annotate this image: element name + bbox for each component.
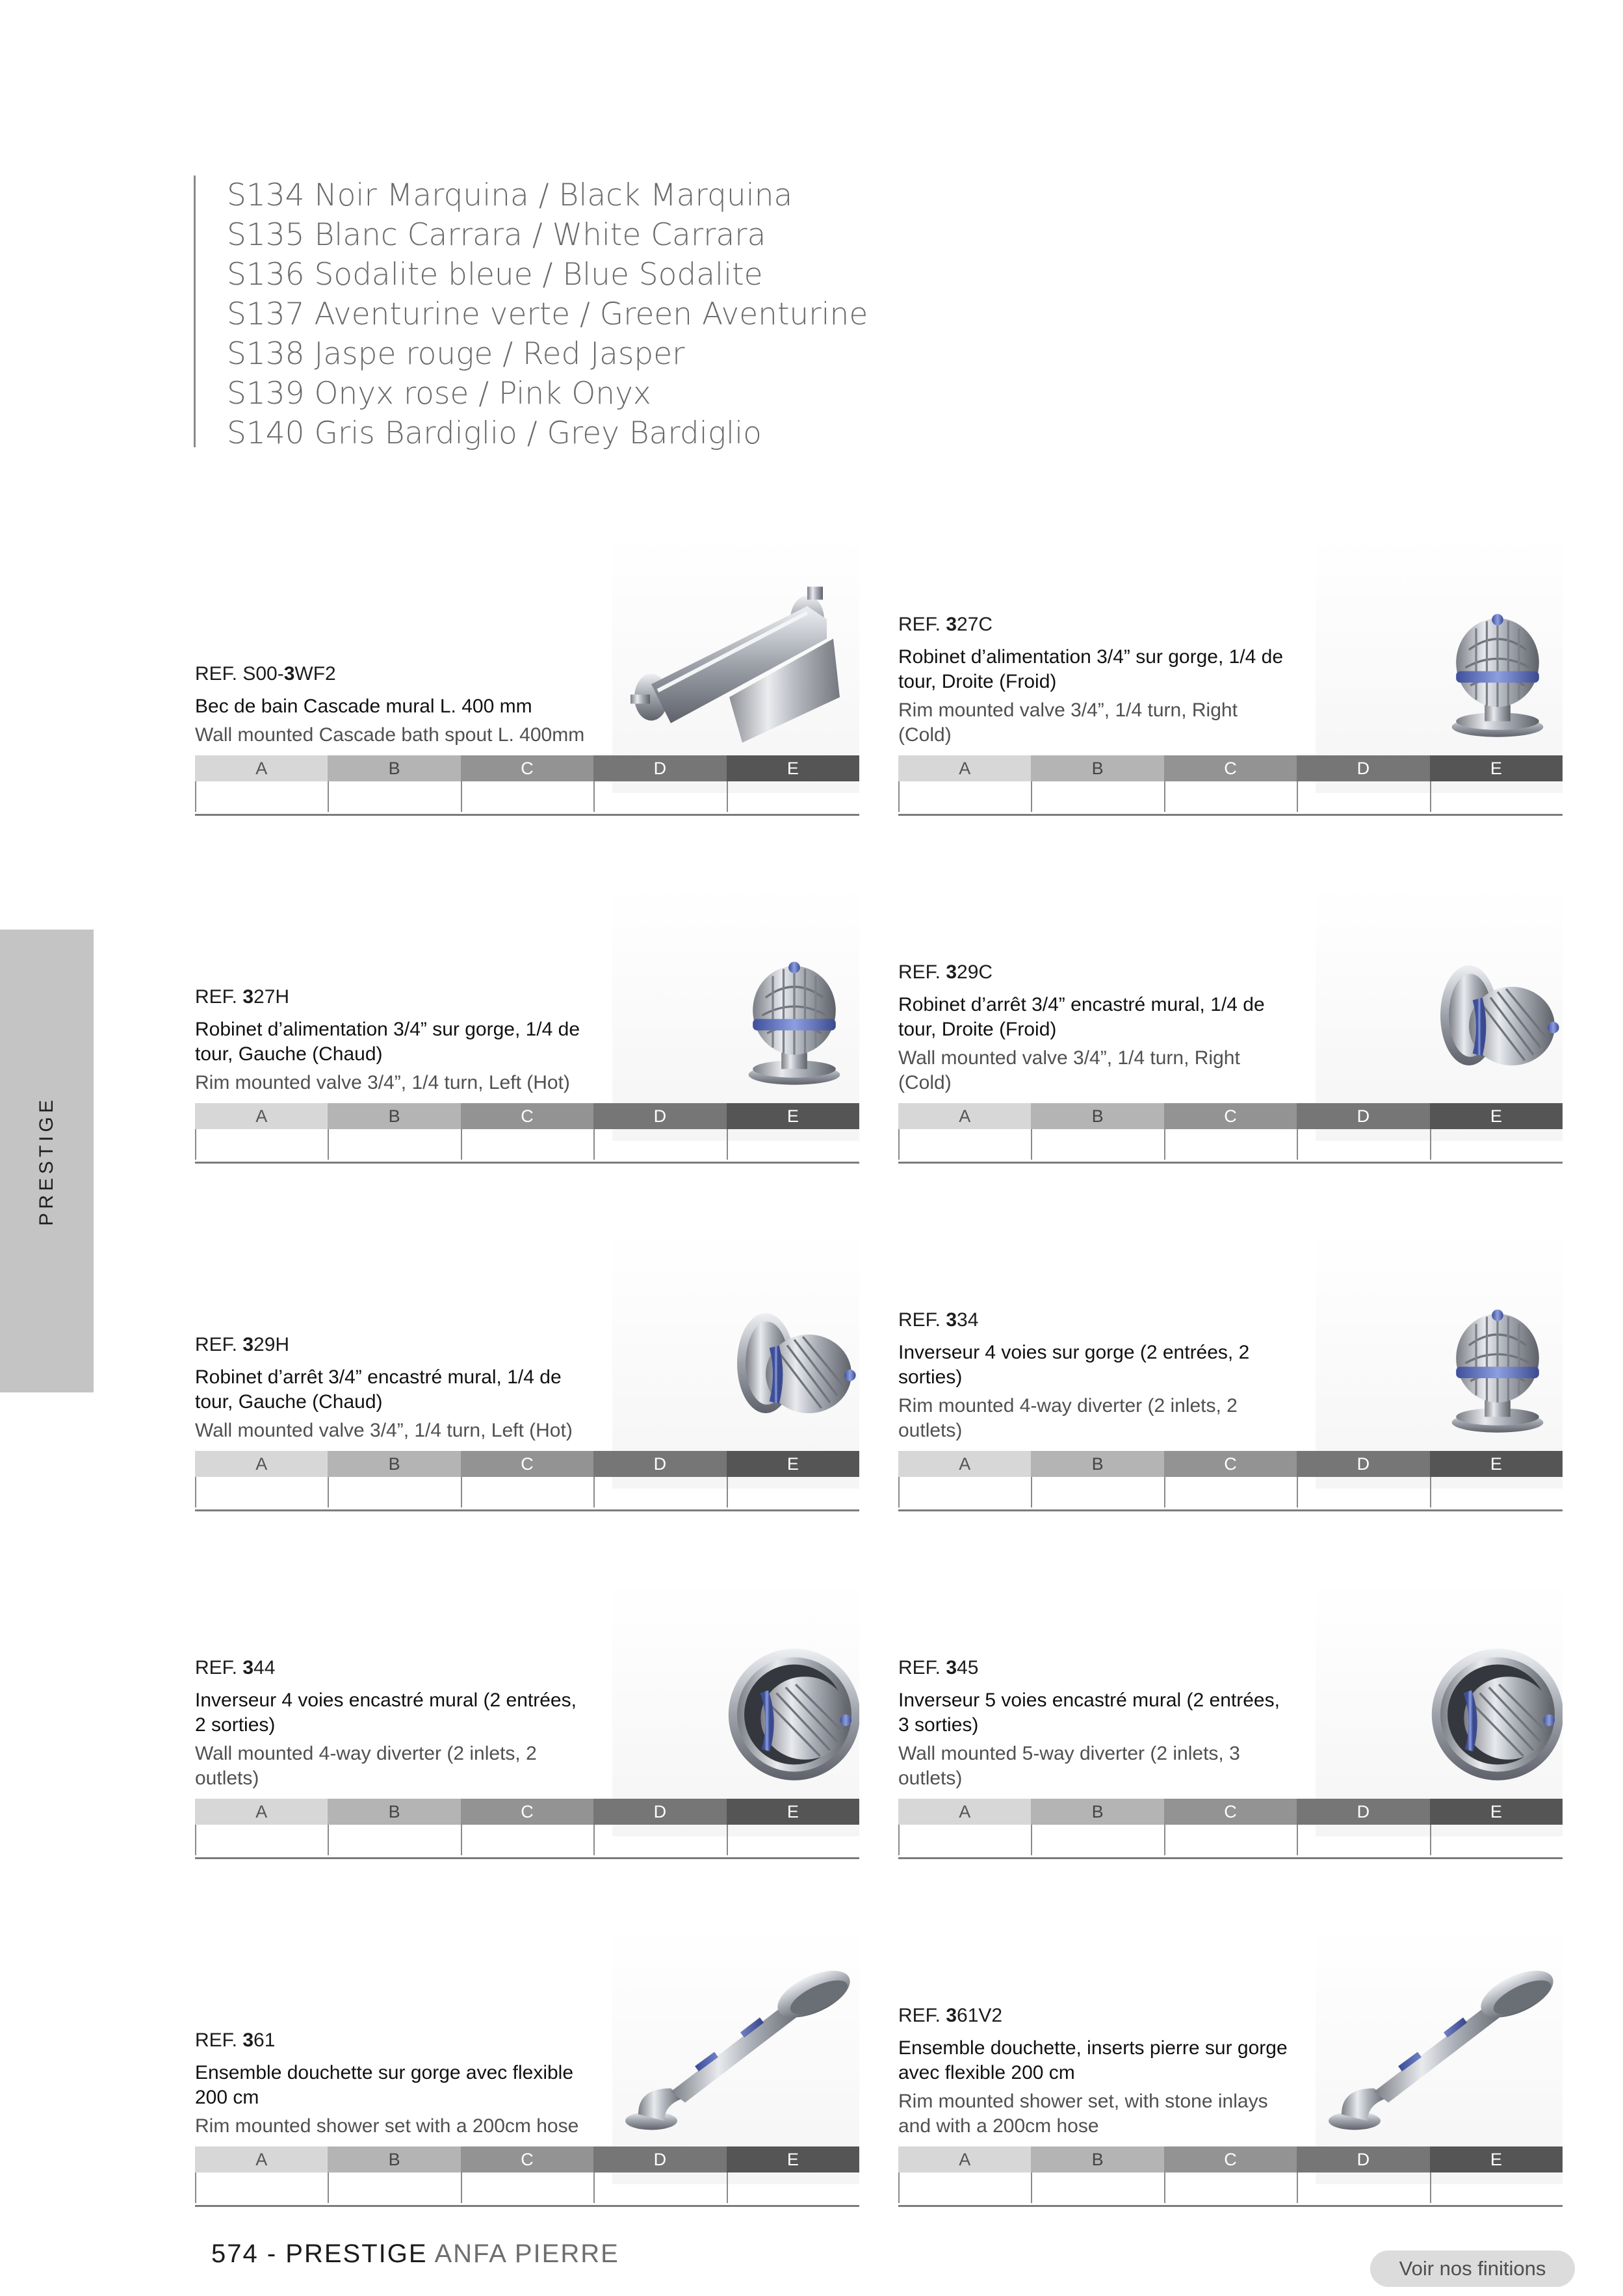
finish-table [195, 755, 859, 816]
finish-column-header: C [461, 1451, 593, 1477]
ref-prefix: REF. [898, 614, 946, 635]
finish-table [195, 1799, 859, 1859]
finish-column-cell [1297, 1129, 1429, 1160]
ref-prefix: REF. [195, 986, 243, 1008]
finish-table-row [195, 1477, 859, 1507]
ref-series: 3 [242, 986, 254, 1008]
finish-column-header: C [461, 1103, 593, 1129]
ref-prefix: REF. S00- [195, 663, 284, 685]
finish-column-cell [1164, 2172, 1297, 2203]
description-french: Robinet d’alimentation 3/4” sur gorge, 1/4 de tour, Droite (Froid) [898, 646, 1284, 692]
finish-column-cell [1430, 1825, 1563, 1855]
finish-column-cell [1430, 1477, 1563, 1507]
finish-column-header: D [1297, 2146, 1429, 2172]
finish-column-cell [195, 1477, 328, 1507]
product-ref [898, 1308, 1295, 1333]
finish-table [898, 755, 1563, 816]
finish-table-header [898, 1103, 1563, 1129]
finish-column-header: E [727, 2146, 859, 2172]
finish-column-cell [195, 1825, 328, 1855]
product-info [898, 2003, 1295, 2139]
product-ref [195, 662, 591, 686]
product-info [195, 1656, 591, 1791]
product-card [195, 884, 859, 1164]
finish-column-cell [461, 1477, 593, 1507]
product-image [1316, 1927, 1563, 2184]
page-number: 574 - PRESTIGE [211, 2239, 428, 2268]
finish-table-row [898, 1129, 1563, 1160]
product-card [195, 1232, 859, 1511]
description-french: Inverseur 4 voies encastré mural (2 entrées, 2 sorties) [195, 1689, 577, 1736]
description-french: Inverseur 5 voies encastré mural (2 entrées, 3 sorties) [898, 1689, 1280, 1736]
description-english: Rim mounted valve 3/4”, 1/4 turn, Left (Hot) [195, 1072, 570, 1093]
product-ref [898, 2003, 1295, 2028]
finish-column-header: C [461, 2146, 593, 2172]
finish-column-cell [328, 2172, 460, 2203]
side-tab-label: PRESTIGE [36, 1096, 57, 1226]
finish-table [195, 1103, 859, 1164]
finish-item: S138 Jaspe rouge / Red Jasper [227, 336, 685, 372]
finish-column-cell [328, 781, 460, 812]
finish-column-header: E [1430, 2146, 1563, 2172]
product-ref [898, 1656, 1295, 1680]
description-english: Rim mounted shower set with a 200cm hose [195, 2115, 579, 2137]
finish-column-cell [727, 1129, 859, 1160]
finish-column-cell [898, 1129, 1031, 1160]
finish-column-cell [898, 1477, 1031, 1507]
finish-table-row [195, 1825, 859, 1855]
finish-column-header: C [1164, 755, 1297, 781]
view-finishes-button[interactable]: Voir nos finitions [1370, 2250, 1575, 2287]
ref-series: 3 [242, 1334, 254, 1355]
finish-column-cell [593, 1477, 726, 1507]
finish-column-cell [328, 1129, 460, 1160]
finish-column-cell [1164, 1825, 1297, 1855]
finish-column-header: D [593, 1103, 726, 1129]
finish-column-cell [195, 1129, 328, 1160]
finish-column-header: E [1430, 1103, 1563, 1129]
finish-column-header: A [898, 2146, 1031, 2172]
finish-column-header: A [195, 1799, 328, 1825]
finish-table-header [898, 755, 1563, 781]
finish-column-cell [328, 1825, 460, 1855]
description-french: Ensemble douchette sur gorge avec flexible 200 cm [195, 2062, 574, 2108]
finish-column-cell [1430, 1129, 1563, 1160]
finish-column-header: C [1164, 2146, 1297, 2172]
finish-table-header [898, 1799, 1563, 1825]
finish-table [898, 1103, 1563, 1164]
finish-item: S134 Noir Marquina / Black Marquina [227, 177, 793, 213]
ref-series: 3 [946, 1657, 957, 1678]
description-english: Rim mounted shower set, with stone inlays and with a 200cm hose [898, 2091, 1268, 2137]
finish-column-header: B [328, 2146, 460, 2172]
finish-column-cell [1164, 1477, 1297, 1507]
finish-column-header: D [1297, 1799, 1429, 1825]
hand-shower-icon [612, 1927, 859, 2184]
ref-prefix: REF. [898, 2005, 946, 2026]
finish-column-cell [727, 2172, 859, 2203]
bath-spout-icon [612, 536, 859, 793]
description-french: Robinet d’alimentation 3/4” sur gorge, 1/4 de tour, Gauche (Chaud) [195, 1019, 580, 1065]
ref-series: 3 [946, 2005, 957, 2026]
finish-column-cell [727, 1477, 859, 1507]
finish-column-cell [328, 1477, 460, 1507]
product-info [898, 1308, 1295, 1443]
finish-column-header: A [898, 1799, 1031, 1825]
ref-series: 3 [946, 614, 957, 635]
finish-column-cell [461, 1129, 593, 1160]
finish-column-header: C [1164, 1103, 1297, 1129]
finish-column-header: B [1031, 755, 1163, 781]
product-image [612, 536, 859, 793]
finish-column-header: D [593, 1799, 726, 1825]
finish-column-cell [1031, 2172, 1163, 2203]
finish-column-header: A [195, 2146, 328, 2172]
finish-column-header: B [328, 1103, 460, 1129]
finish-column-header: A [898, 755, 1031, 781]
finish-column-cell [1297, 1825, 1429, 1855]
finish-column-header: C [461, 1799, 593, 1825]
finish-column-header: B [328, 1799, 460, 1825]
finish-table-header [195, 2146, 859, 2172]
finish-table [898, 2146, 1563, 2207]
product-info [898, 1656, 1295, 1791]
page-footer [211, 2239, 619, 2269]
finish-table-row [898, 1477, 1563, 1507]
finish-column-cell [898, 1825, 1031, 1855]
finish-column-cell [727, 1825, 859, 1855]
finish-column-header: A [195, 1103, 328, 1129]
product-card [195, 1927, 859, 2207]
description-english: Rim mounted 4-way diverter (2 inlets, 2 outlets) [898, 1395, 1238, 1441]
finish-item: S135 Blanc Carrara / White Carrara [227, 217, 766, 253]
description-english: Wall mounted 4-way diverter (2 inlets, 2 outlets) [195, 1743, 537, 1789]
finish-column-cell [1031, 1477, 1163, 1507]
finish-table-row [195, 781, 859, 812]
finish-column-header: A [195, 1451, 328, 1477]
finish-column-header: E [1430, 1799, 1563, 1825]
product-image [1316, 884, 1563, 1141]
finish-column-cell [1031, 1825, 1163, 1855]
finish-column-cell [727, 781, 859, 812]
finish-column-header: B [328, 1451, 460, 1477]
product-card [898, 536, 1563, 816]
product-image [612, 1232, 859, 1489]
finish-column-cell [461, 2172, 593, 2203]
description-french: Robinet d’arrêt 3/4” encastré mural, 1/4 de tour, Gauche (Chaud) [195, 1366, 562, 1413]
finish-column-header: D [1297, 1451, 1429, 1477]
ref-series: 3 [946, 1309, 957, 1331]
finish-column-cell [593, 2172, 726, 2203]
ref-suffix: WF2 [294, 663, 336, 685]
wall-valve-icon [1316, 884, 1563, 1141]
ref-suffix: 29C [957, 961, 993, 983]
finish-table [898, 1799, 1563, 1859]
side-tab [0, 930, 94, 1392]
finish-table [195, 1451, 859, 1511]
finish-table [195, 2146, 859, 2207]
product-card [898, 884, 1563, 1164]
ref-series: 3 [242, 1657, 254, 1678]
finish-table-header [898, 1451, 1563, 1477]
product-info [195, 1333, 591, 1443]
product-image [1316, 1232, 1563, 1489]
finish-item: S137 Aventurine verte / Green Aventurine [227, 296, 868, 332]
ref-suffix: 29H [253, 1334, 290, 1355]
finish-column-header: E [727, 1103, 859, 1129]
ref-series: 3 [283, 663, 295, 685]
finish-table-header [195, 1451, 859, 1477]
finish-table-header [195, 1103, 859, 1129]
product-ref [195, 1656, 591, 1680]
finish-column-header: D [1297, 1103, 1429, 1129]
finish-table-header [195, 1799, 859, 1825]
finish-item: S140 Gris Bardiglio / Grey Bardiglio [227, 415, 762, 451]
product-info [898, 960, 1295, 1095]
finish-column-header: A [898, 1103, 1031, 1129]
finish-column-header: E [727, 1799, 859, 1825]
finish-column-header: B [1031, 2146, 1163, 2172]
product-info [195, 662, 591, 748]
description-english: Rim mounted valve 3/4”, 1/4 turn, Right (Cold) [898, 699, 1238, 746]
finish-table-row [898, 781, 1563, 812]
finish-column-cell [1297, 781, 1429, 812]
wall-diverter-icon [612, 1580, 859, 1836]
finish-column-header: E [727, 1451, 859, 1477]
ref-suffix: 34 [957, 1309, 979, 1331]
finish-column-cell [461, 781, 593, 812]
finish-table-row [195, 1129, 859, 1160]
description-english: Wall mounted valve 3/4”, 1/4 turn, Right (Cold) [898, 1047, 1240, 1093]
description-english: Wall mounted 5-way diverter (2 inlets, 3 outlets) [898, 1743, 1240, 1789]
finish-column-cell [898, 2172, 1031, 2203]
finish-column-header: D [593, 755, 726, 781]
wall-valve-icon [612, 1232, 859, 1489]
ref-suffix: 27H [253, 986, 290, 1008]
product-ref [195, 2028, 591, 2053]
ref-suffix: 45 [957, 1657, 979, 1678]
product-ref [898, 612, 1295, 637]
ref-series: 3 [946, 961, 957, 983]
finish-column-cell [1297, 2172, 1429, 2203]
product-ref [898, 960, 1295, 985]
finish-column-header: D [593, 1451, 726, 1477]
product-card [898, 1927, 1563, 2207]
finish-item: S136 Sodalite bleue / Blue Sodalite [227, 257, 763, 293]
ref-prefix: REF. [898, 1309, 946, 1331]
product-image [612, 884, 859, 1141]
finish-column-header: E [1430, 1451, 1563, 1477]
ref-prefix: REF. [195, 1334, 243, 1355]
finish-column-header: D [593, 2146, 726, 2172]
finish-column-cell [593, 781, 726, 812]
ref-prefix: REF. [195, 1657, 243, 1678]
description-french: Robinet d’arrêt 3/4” encastré mural, 1/4 de tour, Droite (Froid) [898, 994, 1265, 1040]
finish-column-cell [593, 1825, 726, 1855]
product-card [195, 536, 859, 816]
description-french: Ensemble douchette, inserts pierre sur gorge avec flexible 200 cm [898, 2037, 1288, 2083]
product-image [1316, 1580, 1563, 1836]
finish-table-row [898, 2172, 1563, 2203]
collection-name: ANFA PIERRE [434, 2239, 619, 2268]
finish-column-header: B [328, 755, 460, 781]
ref-series: 3 [242, 2029, 254, 2051]
finish-column-cell [461, 1825, 593, 1855]
ref-prefix: REF. [898, 961, 946, 983]
finish-column-header: A [195, 755, 328, 781]
description-french: Bec de bain Cascade mural L. 400 mm [195, 696, 532, 717]
product-info [195, 2028, 591, 2139]
finish-column-cell [1430, 781, 1563, 812]
product-card [195, 1580, 859, 1859]
ref-suffix: 61 [253, 2029, 276, 2051]
finish-column-cell [898, 781, 1031, 812]
description-french: Inverseur 4 voies sur gorge (2 entrées, 2 sorties) [898, 1342, 1250, 1388]
product-card [898, 1232, 1563, 1511]
finish-column-header: C [461, 755, 593, 781]
ref-suffix: 61V2 [957, 2005, 1003, 2026]
finish-column-header: C [1164, 1799, 1297, 1825]
product-card [898, 1580, 1563, 1859]
finish-column-cell [1031, 781, 1163, 812]
ref-suffix: 44 [253, 1657, 276, 1678]
finish-column-header: E [1430, 755, 1563, 781]
description-english: Wall mounted valve 3/4”, 1/4 turn, Left (Hot) [195, 1420, 573, 1441]
finish-column-cell [1164, 781, 1297, 812]
finish-column-header: B [1031, 1103, 1163, 1129]
product-ref [195, 1333, 591, 1357]
finish-column-header: A [898, 1451, 1031, 1477]
description-english: Wall mounted Cascade bath spout L. 400mm [195, 724, 585, 746]
finish-table-header [898, 2146, 1563, 2172]
ref-prefix: REF. [195, 2029, 243, 2051]
ref-prefix: REF. [898, 1657, 946, 1678]
ref-suffix: 27C [957, 614, 993, 635]
finish-item: S139 Onyx rose / Pink Onyx [227, 376, 651, 411]
product-image [612, 1580, 859, 1836]
finish-table-row [898, 1825, 1563, 1855]
finish-column-header: E [727, 755, 859, 781]
wall-diverter-icon [1316, 1580, 1563, 1836]
product-info [195, 985, 591, 1095]
finish-table-row [195, 2172, 859, 2203]
finish-column-cell [593, 1129, 726, 1160]
finishes-list [194, 176, 868, 451]
hand-shower-icon [1316, 1927, 1563, 2184]
finish-table [898, 1451, 1563, 1511]
finish-column-header: C [1164, 1451, 1297, 1477]
product-info [898, 612, 1295, 748]
finish-column-cell [1164, 1129, 1297, 1160]
finish-column-header: B [1031, 1451, 1163, 1477]
finish-table-header [195, 755, 859, 781]
finish-column-cell [1297, 1477, 1429, 1507]
rim-valve-icon [1316, 536, 1563, 793]
finish-column-cell [1430, 2172, 1563, 2203]
finish-column-header: D [1297, 755, 1429, 781]
product-image [612, 1927, 859, 2184]
rim-valve-icon [612, 884, 859, 1141]
rim-valve-icon [1316, 1232, 1563, 1489]
product-ref [195, 985, 591, 1010]
finish-column-cell [195, 2172, 328, 2203]
finish-column-cell [1031, 1129, 1163, 1160]
finish-column-header: B [1031, 1799, 1163, 1825]
product-image [1316, 536, 1563, 793]
finish-column-cell [195, 781, 328, 812]
